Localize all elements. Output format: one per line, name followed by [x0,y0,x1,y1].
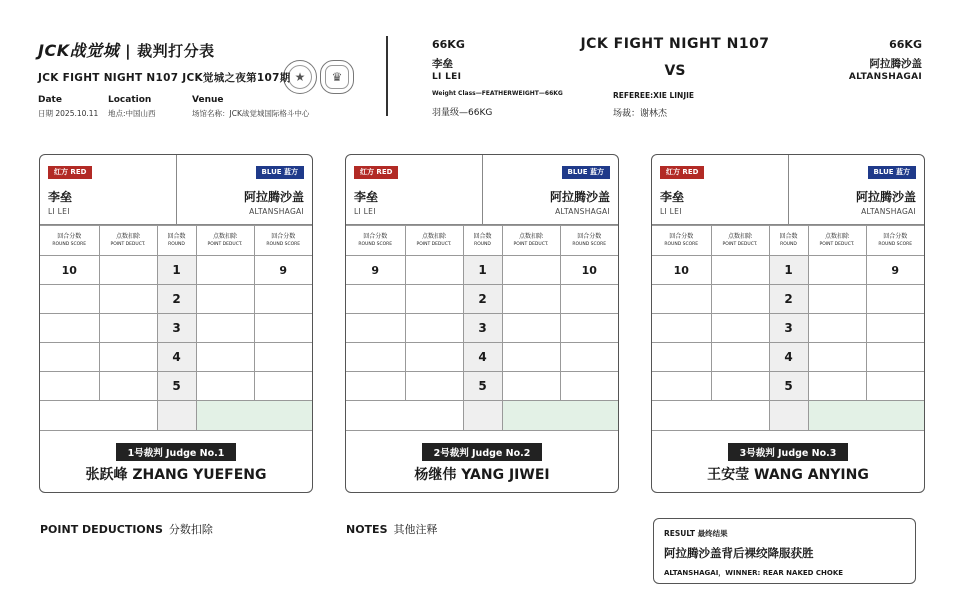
red-score [40,343,99,372]
notes-heading [346,521,438,537]
score-header-row [652,226,924,256]
total-row [346,401,618,431]
red-deduct [711,256,769,285]
col-blue-round-score: 回合分数 ROUND SCORE [866,226,924,256]
round-row [652,314,924,343]
red-deduct [405,343,463,372]
round-row [346,256,618,285]
score-grid [40,225,312,431]
header-divider [386,36,388,116]
fighter-header [652,155,924,225]
red-fighter-zh: 李垒 [354,190,379,204]
col-blue-round-score: 回合分数 ROUND SCORE [560,226,618,256]
brand-separator: | [125,42,132,60]
blue-deduct [808,314,866,343]
blue-fighter-zh: 阿拉腾沙盖 [549,190,610,204]
total-round-cell [463,401,502,431]
round-row [40,285,312,314]
total-row [40,401,312,431]
blue-score [560,343,618,372]
red-total [346,401,463,431]
round-number: 3 [157,314,196,343]
round-number: 4 [463,343,502,372]
judge-card-1 [39,154,313,493]
red-weight: 66KG [432,38,465,51]
red-deduct [405,372,463,401]
red-corner-badge: 红方 RED [660,166,704,179]
red-score [652,314,711,343]
blue-name-en: ALTANSHAGAI [848,72,922,82]
blue-score [560,372,618,401]
red-score [652,343,711,372]
round-row [652,256,924,285]
judge-name: 张跃峰 ZHANG YUEFENG [85,467,267,483]
blue-fighter-en: ALTANSHAGAI [555,207,610,216]
blue-fighter-zh: 阿拉腾沙盖 [243,190,304,204]
round-number: 1 [463,256,502,285]
judge-name: 杨继伟 YANG JIWEI [414,467,550,483]
red-score [40,285,99,314]
score-header-row [346,226,618,256]
result-zh: 阿拉腾沙盖背后裸绞降服获胜 [664,546,814,560]
date-block [38,95,98,119]
red-score [346,314,405,343]
event-title: JCK FIGHT NIGHT N107 [580,36,770,52]
blue-fighter-en: ALTANSHAGAI [249,207,304,216]
red-corner-badge: 红方 RED [48,166,92,179]
round-number: 1 [157,256,196,285]
venue-value: 场馆名称：JCK战觉城国际格斗中心 [192,109,310,118]
blue-name-zh: 阿拉腾沙盖 [869,58,922,70]
blue-deduct [502,256,560,285]
venue-block [192,95,309,119]
round-row [652,285,924,314]
red-deduct [711,314,769,343]
col-blue-round-score: 回合分数 ROUND SCORE [254,226,312,256]
red-score [652,285,711,314]
blue-corner-badge: BLUE 蓝方 [256,166,304,179]
judge-card-3 [651,154,925,493]
result-box [653,518,916,584]
score-header-row [40,226,312,256]
col-red-round-score: 回合分数 ROUND SCORE [652,226,711,256]
blue-total [196,401,312,431]
blue-score [560,314,618,343]
trophy-emblem-icon: ♛ [320,60,354,94]
brand-header [38,38,215,61]
location-block [108,95,156,119]
red-deduct [99,314,157,343]
blue-deduct [196,343,254,372]
vs-label: VS [664,63,686,79]
judge-name: 王安莹 WANG ANYING [707,467,869,483]
round-number: 4 [157,343,196,372]
red-deduct [711,285,769,314]
round-row [346,314,618,343]
round-number: 3 [769,314,808,343]
blue-deduct [808,372,866,401]
blue-score [560,285,618,314]
blue-score [254,343,312,372]
round-number: 2 [769,285,808,314]
round-row [40,314,312,343]
red-deduct [405,314,463,343]
red-deduct [99,285,157,314]
round-row [40,256,312,285]
red-fighter-zh: 李垒 [48,190,73,204]
red-total [40,401,157,431]
blue-corner-badge: BLUE 蓝方 [562,166,610,179]
blue-fighter-zh: 阿拉腾沙盖 [855,190,916,204]
red-deduct [405,256,463,285]
total-round-cell [157,401,196,431]
point-deductions-heading [40,521,213,537]
round-row [40,372,312,401]
col-round: 回合数 ROUND [463,226,502,256]
fighter-header [346,155,618,225]
brand-logo: JCK战觉城 [38,41,120,60]
red-score [40,372,99,401]
venue-label: Venue [192,95,224,105]
blue-score [866,285,924,314]
red-name-zh: 李垒 [432,58,453,70]
blue-deduct [502,285,560,314]
red-score [652,372,711,401]
blue-deduct [808,343,866,372]
sheet-title: 裁判打分表 [137,42,215,60]
blue-score [866,314,924,343]
red-fighter-en: LI LEI [660,207,682,216]
round-number: 5 [769,372,808,401]
red-score: 10 [40,256,99,285]
red-deduct [405,285,463,314]
blue-deduct [502,372,560,401]
round-number: 3 [463,314,502,343]
red-deduct [711,343,769,372]
score-grid [346,225,618,431]
red-score [40,314,99,343]
blue-deduct [196,314,254,343]
result-en: ALTANSHAGAI，WINNER: REAR NAKED CHOKE [664,569,844,577]
blue-score [866,372,924,401]
round-row [652,343,924,372]
round-number: 2 [157,285,196,314]
col-red-deduct: 点数扣除 POINT DEDUCT. [711,226,769,256]
round-number: 5 [157,372,196,401]
judge-label: 1号裁判 Judge No.1 [40,441,312,461]
round-row [346,285,618,314]
blue-deduct [502,314,560,343]
blue-deduct [808,285,866,314]
round-row [346,372,618,401]
col-round: 回合数 ROUND [157,226,196,256]
red-total [652,401,769,431]
blue-score: 9 [866,256,924,285]
blue-deduct [502,343,560,372]
col-round: 回合数 ROUND [769,226,808,256]
red-fighter-zh: 李垒 [660,190,685,204]
blue-total [502,401,618,431]
referee-en: REFEREE:XIE LINJIE [613,91,695,100]
deductions-en: POINT DEDUCTIONS [40,523,163,536]
fighter-header [40,155,312,225]
weight-class-zh: 羽量级—66KG [432,108,493,118]
red-corner-badge: 红方 RED [354,166,398,179]
blue-score [254,314,312,343]
red-fighter-en: LI LEI [48,207,70,216]
red-score [346,372,405,401]
date-value: 日期 2025.10.11 [38,109,99,118]
round-number: 5 [463,372,502,401]
red-score: 10 [652,256,711,285]
red-deduct [99,372,157,401]
total-round-cell [769,401,808,431]
blue-fighter-en: ALTANSHAGAI [861,207,916,216]
blue-score [866,343,924,372]
weight-class-en: Weight Class—FEATHERWEIGHT—66KG [432,90,563,97]
col-red-deduct: 点数扣除 POINT DEDUCT. [99,226,157,256]
blue-deduct [196,372,254,401]
blue-deduct [196,256,254,285]
red-deduct [99,343,157,372]
referee-zh: 场裁：谢林杰 [613,109,668,119]
date-label: Date [38,95,62,105]
round-number: 4 [769,343,808,372]
notes-zh: 其他注释 [393,523,438,536]
red-score [346,285,405,314]
round-number: 1 [769,256,808,285]
tournament-seal-icon: ★ [283,60,317,94]
notes-en: NOTES [346,523,388,536]
blue-score [254,285,312,314]
red-score [346,343,405,372]
round-row [40,343,312,372]
deductions-zh: 分数扣除 [168,523,213,536]
col-red-round-score: 回合分数 ROUND SCORE [40,226,99,256]
event-line: JCK FIGHT NIGHT N107 JCK觉城之夜第107期 [38,72,291,84]
col-red-round-score: 回合分数 ROUND SCORE [346,226,405,256]
blue-score [254,372,312,401]
round-row [346,343,618,372]
result-label: RESULT 最终结果 [664,529,728,538]
total-row [652,401,924,431]
round-number: 2 [463,285,502,314]
col-blue-deduct: 点数扣除 POINT DEDUCT. [196,226,254,256]
red-deduct [99,256,157,285]
judge-label: 2号裁判 Judge No.2 [346,441,618,461]
judge-label: 3号裁判 Judge No.3 [652,441,924,461]
red-name-en: LI LEI [432,72,462,82]
round-row [652,372,924,401]
location-value: 地点:中国山西 [108,109,156,118]
blue-corner-badge: BLUE 蓝方 [868,166,916,179]
location-label: Location [108,95,152,105]
blue-total [808,401,924,431]
red-fighter-en: LI LEI [354,207,376,216]
col-blue-deduct: 点数扣除 POINT DEDUCT. [502,226,560,256]
judge-card-2 [345,154,619,493]
red-score: 9 [346,256,405,285]
blue-score: 9 [254,256,312,285]
blue-score: 10 [560,256,618,285]
blue-weight: 66KG [889,38,922,51]
score-grid [652,225,924,431]
col-blue-deduct: 点数扣除 POINT DEDUCT. [808,226,866,256]
col-red-deduct: 点数扣除 POINT DEDUCT. [405,226,463,256]
red-deduct [711,372,769,401]
blue-deduct [808,256,866,285]
blue-deduct [196,285,254,314]
